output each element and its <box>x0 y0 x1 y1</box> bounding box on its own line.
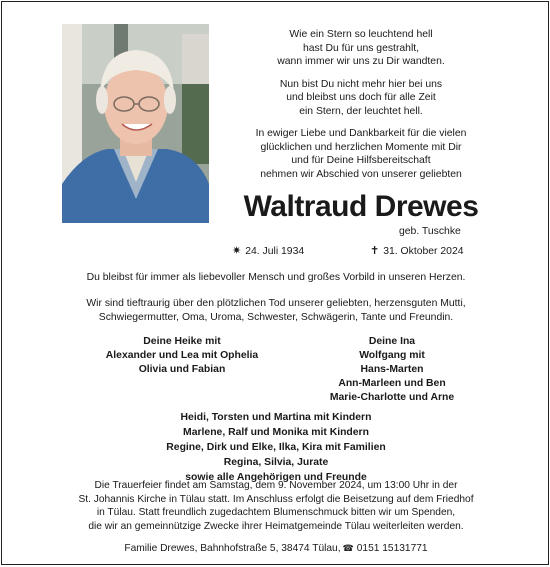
portrait-photo <box>62 24 209 223</box>
poem-line: wann immer wir uns zu Dir wandten. <box>277 56 445 67</box>
mourner-line: Wolfgang mit <box>359 350 425 361</box>
poem-line: und für Deine Hilfsbereitschaft <box>291 155 431 166</box>
extended-family <box>2 410 550 485</box>
poem-line: Nun bist Du nicht mehr hier bei uns <box>279 78 443 90</box>
memorial-poem <box>216 28 506 190</box>
mourners-right-column <box>292 335 492 405</box>
birth-name: geb. Tuschke <box>399 226 461 237</box>
mourner-line: Alexander und Lea mit Ophelia <box>105 350 259 361</box>
mourners-left-column <box>82 335 282 377</box>
family-line: Marlene, Ralf und Monika mit Kindern <box>183 427 369 438</box>
birth-star-icon: ✷ <box>232 245 242 257</box>
death-date: 31. Oktober 2024 <box>383 246 464 257</box>
contact-line <box>2 543 550 554</box>
mourning-intro <box>2 297 550 324</box>
family-line: Regine, Dirk und Elke, Ilka, Kira mit Familien <box>166 442 386 453</box>
birth-date: 24. Juli 1934 <box>245 246 305 257</box>
poem-line: nehmen wir Abschied von unserer geliebten <box>260 168 462 180</box>
poem-line: und bleibst uns doch für alle Zeit <box>286 92 436 103</box>
poem-stanza-3 <box>216 127 506 181</box>
mourner-line: Marie-Charlotte und Arne <box>329 392 455 403</box>
service-line: Die Trauerfeier findet am Samstag, dem 9. November 2024, um 13:00 Uhr in der <box>94 480 458 491</box>
contact-phone: 0151 15131771 <box>356 543 428 554</box>
memorial-tagline: Du bleibst für immer als liebevoller Mensch und großes Vorbild in unseren Herzen. <box>86 272 466 283</box>
poem-stanza-2 <box>216 78 506 119</box>
service-line: St. Johannis Kirche in Tülau statt. Im Anschluss erfolgt die Beisetzung auf dem Friedhof <box>78 493 474 505</box>
family-line: Regina, Silvia, Jurate <box>223 457 329 468</box>
family-line: sowie alle Angehörigen und Freunde <box>185 472 367 483</box>
poem-line: glücklichen und herzlichen Momente mit Dir <box>260 141 462 153</box>
mourner-line: Deine Heike mit <box>143 336 221 347</box>
obituary-card <box>1 1 549 565</box>
poem-line: Wie ein Stern so leuchtend hell <box>289 29 433 40</box>
deceased-name: Waltraud Drewes <box>243 190 479 223</box>
poem-stanza-1 <box>216 28 506 69</box>
phone-icon: ☎ <box>342 543 354 553</box>
intro-line: Wir sind tieftraurig über den plötzlichen Tod unserer geliebten, herzensguten Mutti, <box>86 298 466 309</box>
mourner-line: Olivia und Fabian <box>138 364 226 375</box>
contact-address: Familie Drewes, Bahnhofstraße 5, 38474 Tülau, <box>124 543 341 554</box>
service-line: in Tülau. Statt freundlich zugedachtem Blumenschmuck bitten wir um Spenden, <box>96 507 456 518</box>
intro-line: Schwiegermutter, Oma, Uroma, Schwester, Schwägerin, Tante und Freundin. <box>98 311 454 323</box>
funeral-service-info <box>2 479 550 533</box>
poem-line: In ewiger Liebe und Dankbarkeit für die vielen <box>255 128 467 139</box>
death-date-group <box>370 244 464 257</box>
cross-icon: ✝ <box>370 245 380 257</box>
birth-date-group <box>232 244 304 257</box>
mourner-line: Hans-Marten <box>360 364 424 375</box>
family-line: Heidi, Torsten und Martina mit Kindern <box>180 412 372 423</box>
mourner-line: Deine Ina <box>368 336 416 347</box>
mourner-line: Ann-Marleen und Ben <box>338 378 446 389</box>
poem-line: ein Stern, der leuchtet hell. <box>299 105 423 117</box>
poem-line: hast Du für uns gestrahlt, <box>302 42 420 54</box>
service-line: die wir an gemeinnützige Zwecke ihrer Heimatgemeinde Tülau weiterleiten werden. <box>88 520 464 532</box>
